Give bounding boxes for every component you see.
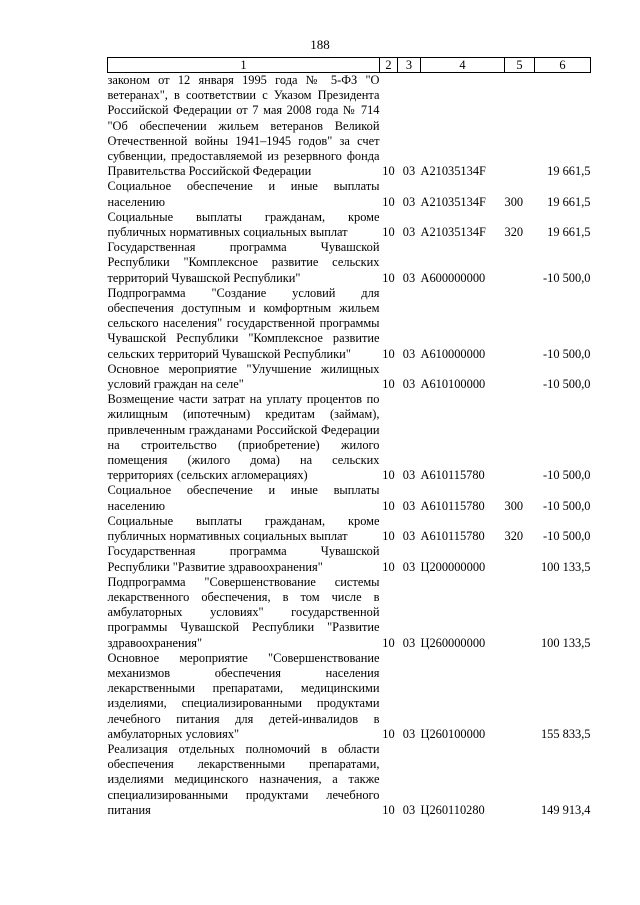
row-target-code: Ц200000000 [420,559,486,574]
row-subsection: 03 [402,468,416,483]
row-subsection: 03 [402,346,416,361]
column-number-row [108,58,591,73]
row-target-code: A600000000 [420,270,486,285]
row-subsection: 03 [402,164,416,179]
row-target-code: A610000000 [420,346,486,361]
row-expense-kind [505,240,535,286]
table-row [108,179,591,209]
row-expense-kind [505,651,535,742]
row-expense-kind: 320 [504,529,524,544]
row-amount: -10 500,0 [543,498,591,513]
row-expense-kind [505,286,535,362]
row-name: Подпрограмма "Создание условий для обеспечения доступным и комфортным жильем сельского населения" государственной программы Чувашской Республики "Комплексное развитие сельских территорий Чувашской Республики" [107,285,380,361]
table-row [108,742,591,818]
column-header-target-code: 4 [421,58,505,73]
row-target-code: A21035134F [420,225,486,240]
row-amount: 100 133,5 [540,635,591,650]
row-amount: -10 500,0 [543,529,591,544]
row-section: 10 [382,194,395,209]
row-subsection: 03 [402,529,416,544]
row-target-code: A610115780 [420,468,485,483]
row-target-code: A610115780 [420,498,485,513]
table-row [108,286,591,362]
row-section: 10 [382,377,395,392]
column-header-amount: 6 [535,58,591,73]
table-row [108,514,591,544]
row-subsection: 03 [402,270,416,285]
column-header-name: 1 [108,58,380,73]
table-row [108,575,591,651]
row-expense-kind [505,392,535,483]
row-section: 10 [382,529,395,544]
row-amount: 19 661,5 [547,225,591,240]
row-section: 10 [382,559,395,574]
row-name: Подпрограмма "Совершенствование системы лекарственного обеспечения, в том числе в амбулаторных условиях" государственной программы Чувашской Республики "Развитие здравоохранения" [107,574,380,650]
row-subsection: 03 [402,194,416,209]
row-target-code: Ц260100000 [420,726,486,741]
row-expense-kind: 320 [504,225,524,240]
row-subsection: 03 [402,802,416,817]
row-amount: -10 500,0 [543,377,591,392]
row-expense-kind: 300 [504,194,524,209]
row-section: 10 [382,498,395,513]
row-subsection: 03 [402,635,416,650]
row-expense-kind [505,742,535,818]
row-amount: -10 500,0 [543,468,591,483]
row-section: 10 [382,225,395,240]
table-row [108,73,591,180]
row-target-code: A610100000 [420,377,486,392]
row-section: 10 [382,270,395,285]
row-amount: -10 500,0 [543,346,591,361]
row-name: законом от 12 января 1995 года № 5-ФЗ "О ветеранах", в соответствии с Указом Президента Российской Федерации от 7 мая 2008 года № 714 "Об обеспечении жильем ветеранов Великой Отечественной войны 1941–1945 годов" за счет субвенции, предоставляемой из резервного фонда Правительства Российской Федерации [107,73,380,179]
page-number: 188 [310,37,330,52]
row-target-code: A610115780 [420,529,485,544]
row-expense-kind [505,362,535,392]
row-section: 10 [382,346,395,361]
row-target-code: Ц260110280 [420,802,485,817]
row-amount: -10 500,0 [543,270,591,285]
row-expense-kind [505,544,535,574]
row-name: Государственная программа Чувашской Республики "Развитие здравоохранения" [107,544,380,574]
row-subsection: 03 [402,377,416,392]
table-row [108,544,591,574]
row-section: 10 [382,635,395,650]
row-subsection: 03 [402,498,416,513]
row-name: Социальные выплаты гражданам, кроме публичных нормативных социальных выплат [107,513,380,544]
row-name: Государственная программа Чувашской Республики "Комплексное развитие сельских территорий Чувашской Республики" [107,240,380,285]
row-name: Реализация отдельных полномочий в области обеспечения лекарственными препаратами, изделиями медицинского назначения, а также специализированными продуктами лечебного питания [107,741,380,817]
row-name: Социальное обеспечение и иные выплаты населению [107,179,380,209]
row-expense-kind [505,575,535,651]
row-name: Социальное обеспечение и иные выплаты населению [107,483,380,513]
row-target-code: Ц260000000 [420,635,486,650]
column-header-expense-kind: 5 [505,58,535,73]
row-amount: 19 661,5 [547,194,591,209]
column-header-subsection: 3 [398,58,421,73]
row-expense-kind [505,73,535,180]
row-section: 10 [382,802,395,817]
row-section: 10 [382,164,395,179]
row-name: Основное мероприятие "Улучшение жилищных условий граждан на селе" [107,361,380,392]
row-section: 10 [382,468,395,483]
row-subsection: 03 [402,225,416,240]
row-amount: 155 833,5 [540,726,591,741]
row-target-code: A21035134F [420,194,486,209]
row-target-code: A21035134F [420,164,486,179]
table-row [108,392,591,483]
table-row [108,210,591,240]
row-subsection: 03 [402,559,416,574]
row-expense-kind: 300 [504,498,524,513]
table-row [108,362,591,392]
table-row [108,651,591,742]
row-section: 10 [382,726,395,741]
row-amount: 100 133,5 [540,559,591,574]
row-subsection: 03 [402,726,416,741]
row-amount: 149 913,4 [540,802,591,817]
table-row [108,483,591,513]
row-name: Социальные выплаты гражданам, кроме публичных нормативных социальных выплат [107,209,380,240]
row-amount: 19 661,5 [547,164,591,179]
row-name: Основное мероприятие "Совершенствование механизмов обеспечения населения лекарственными препаратами, медицинскими изделиями, специализированными продуктами лечебного питания для детей-инвалидов в амбулаторных условиях" [107,650,380,741]
budget-table [107,57,591,818]
table-row [108,240,591,286]
column-header-section: 2 [380,58,398,73]
row-name: Возмещение части затрат на уплату процентов по жилищным (ипотечным) кредитам (займам), привлеченным гражданами Российской Федерации на строительство (приобретение) жилого помещения (жилого дома) на сельских территориях (сельских агломерациях) [107,392,380,483]
